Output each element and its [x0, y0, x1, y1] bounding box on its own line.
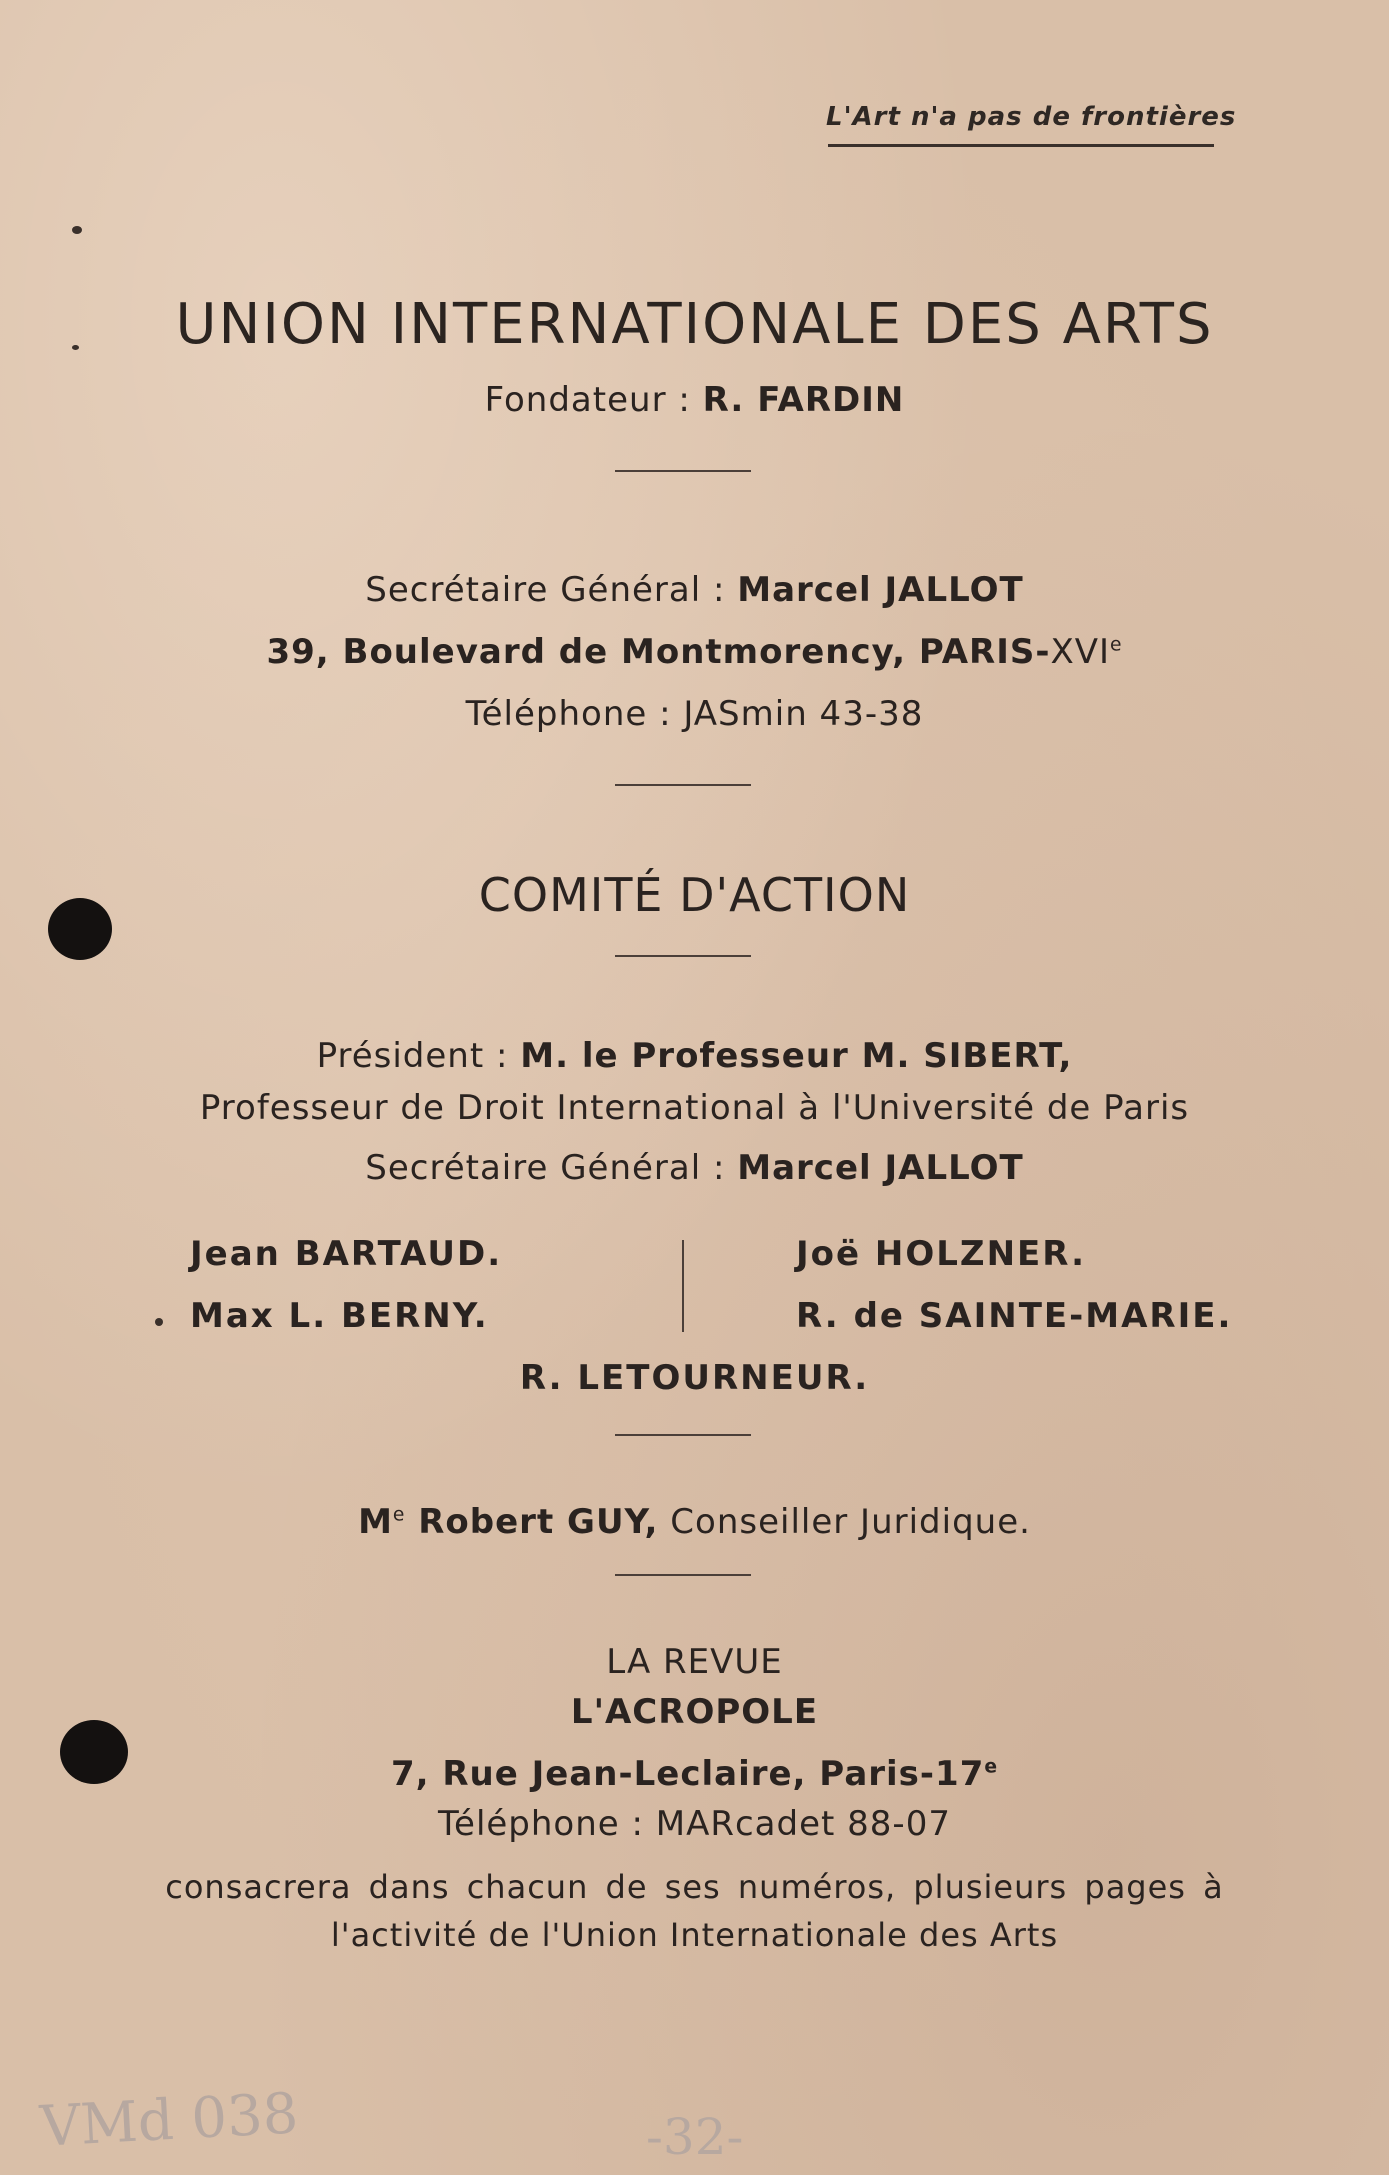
member-left-2: Max L. BERNY.: [190, 1296, 489, 1336]
page-number: -32-: [646, 2108, 744, 2166]
member-column-separator: [682, 1240, 684, 1332]
revue-label: LA REVUE: [606, 1642, 783, 1682]
organization-title: UNION INTERNATIONALE DES ARTS: [175, 292, 1214, 357]
motto: L'Art n'a pas de frontières: [826, 102, 1237, 132]
divider: [615, 784, 751, 786]
divider: [615, 955, 751, 957]
revue-address-superscript: e: [984, 1756, 999, 1778]
committee-secretary-label: Secrétaire Général :: [365, 1148, 738, 1188]
president-label: Président :: [316, 1036, 521, 1076]
address-line: [0, 632, 1389, 672]
revue-description-line-1: consacrera dans chacun de ses numéros, plusieurs pages à: [165, 1868, 1224, 1906]
member-right-2: R. de SAINTE-MARIE.: [796, 1296, 1233, 1336]
handwritten-reference: VMd 038: [38, 2081, 300, 2160]
divider: [615, 470, 751, 472]
secretary-general-label: Secrétaire Général :: [365, 570, 738, 610]
counsel-line: [0, 1502, 1389, 1542]
counsel-name: Robert GUY,: [405, 1502, 659, 1542]
president-name: M. le Professeur M. SIBERT,: [520, 1036, 1073, 1076]
motto-underline: [828, 144, 1214, 147]
address-arrondissement: XVI: [1050, 632, 1111, 672]
counsel-prefix-superscript: e: [392, 1504, 406, 1526]
secretary-general-name: Marcel JALLOT: [737, 570, 1024, 610]
address-superscript: e: [1110, 634, 1123, 656]
divider: [615, 1574, 751, 1576]
ink-fleck: [72, 226, 82, 234]
counsel-prefix: M: [358, 1502, 393, 1542]
committee-heading: COMITÉ D'ACTION: [478, 868, 911, 922]
member-right-1: Joë HOLZNER.: [796, 1234, 1086, 1274]
member-left-1: Jean BARTAUD.: [190, 1234, 503, 1274]
president-line: [0, 1036, 1389, 1076]
founder-name: R. FARDIN: [702, 380, 905, 420]
revue-address-line: [0, 1754, 1389, 1794]
revue-address: 7, Rue Jean-Leclaire, Paris-17: [390, 1754, 985, 1794]
address-main: 39, Boulevard de Montmorency, PARIS-: [266, 632, 1051, 672]
revue-description-line-2: l'activité de l'Union Internationale des Arts: [330, 1916, 1059, 1954]
counsel-role: Conseiller Juridique.: [658, 1502, 1031, 1542]
founder-line: [0, 380, 1389, 420]
member-center: R. LETOURNEUR.: [519, 1358, 870, 1398]
secretary-general-line: [0, 570, 1389, 610]
founder-label: Fondateur :: [484, 380, 703, 420]
committee-secretary-name: Marcel JALLOT: [737, 1148, 1024, 1188]
divider: [615, 1434, 751, 1436]
ink-fleck: [155, 1318, 163, 1326]
phone-line: Téléphone : JASmin 43-38: [465, 694, 924, 734]
revue-name: L'ACROPOLE: [570, 1692, 819, 1732]
committee-secretary-line: [0, 1148, 1389, 1188]
president-title: Professeur de Droit International à l'Université de Paris: [199, 1088, 1190, 1128]
revue-phone: Téléphone : MARcadet 88-07: [438, 1804, 951, 1844]
